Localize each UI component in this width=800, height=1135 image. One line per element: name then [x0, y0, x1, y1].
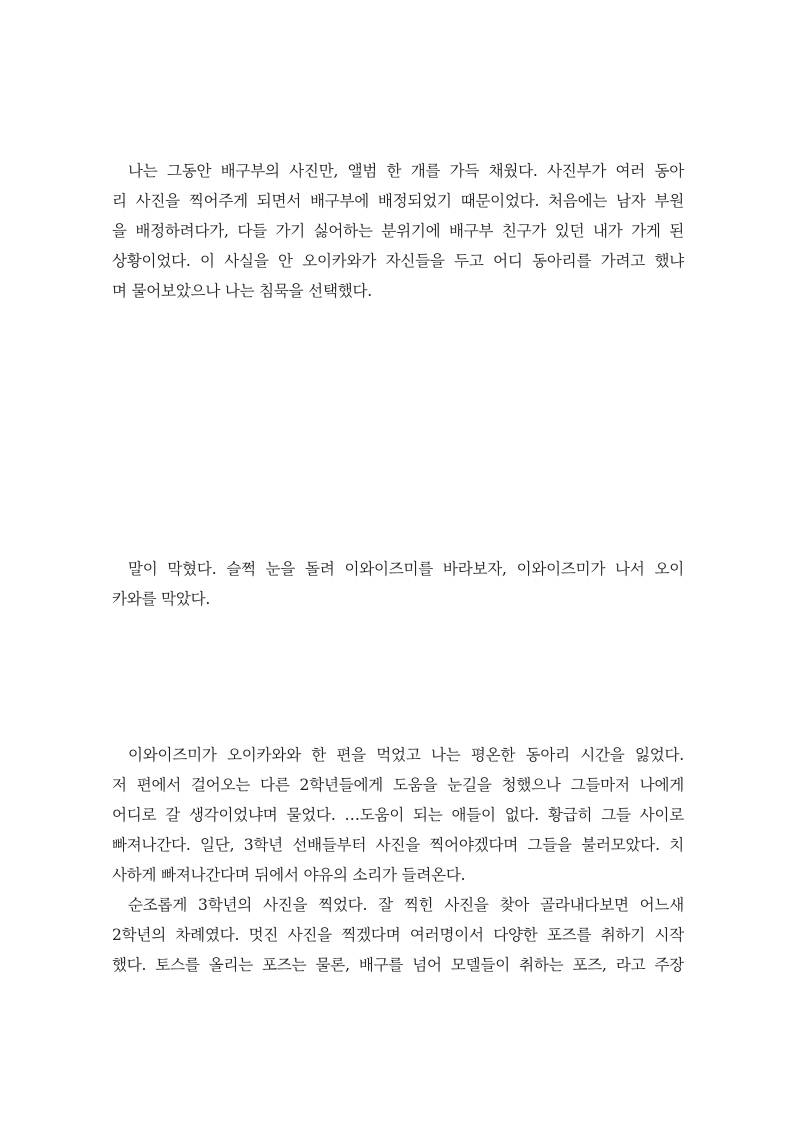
text-line: 했다. 토스를 올리는 포즈는 물론, 배구를 넘어 모델들이 취하는 포즈, 라고 주장	[112, 956, 684, 974]
text-line: 빠져나간다. 일단, 3학년 선배들부터 사진을 찍어야겠다며 그들을 불러모았다. 치	[112, 836, 684, 854]
text-line: 어디로 갈 생각이었냐며 물었다. …도움이 되는 애들이 없다. 황급히 그들 사이로	[112, 806, 684, 824]
paragraph-3	[112, 740, 684, 980]
text-line: 을 배정하려다가, 다들 가기 싫어하는 분위기에 배구부 친구가 있던 내가 가게 된	[112, 222, 684, 240]
text-line: 나는 그동안 배구부의 사진만, 앨범 한 개를 가득 채웠다. 사진부가 여러 동아	[128, 162, 684, 180]
text-line: 말이 막혔다. 슬쩍 눈을 돌려 이와이즈미를 바라보자, 이와이즈미가 나서 오이	[128, 560, 684, 578]
paragraph-1	[112, 156, 684, 306]
text-line: 며 물어보았으나 나는 침묵을 선택했다.	[112, 282, 373, 300]
text-line: 카와를 막았다.	[112, 590, 211, 608]
text-line: 2학년의 차례였다. 멋진 사진을 찍겠다며 여러명이서 다양한 포즈를 취하기 시작	[112, 926, 684, 944]
text-line: 상황이었다. 이 사실을 안 오이카와가 자신들을 두고 어디 동아리를 가려고 했냐	[112, 252, 684, 270]
paragraph-2	[112, 554, 684, 614]
text-line: 저 편에서 걸어오는 다른 2학년들에게 도움을 눈길을 청했으나 그들마저 나에게	[112, 776, 684, 794]
text-line: 사하게 빠져나간다며 뒤에서 야유의 소리가 들려온다.	[112, 866, 466, 884]
text-line: 리 사진을 찍어주게 되면서 배구부에 배정되었기 때문이었다. 처음에는 남자 부원	[112, 192, 684, 210]
text-line: 이와이즈미가 오이카와와 한 편을 먹었고 나는 평온한 동아리 시간을 잃었다.	[128, 746, 684, 764]
text-line: 순조롭게 3학년의 사진을 찍었다. 잘 찍힌 사진을 찾아 골라내다보면 어느새	[128, 896, 684, 914]
